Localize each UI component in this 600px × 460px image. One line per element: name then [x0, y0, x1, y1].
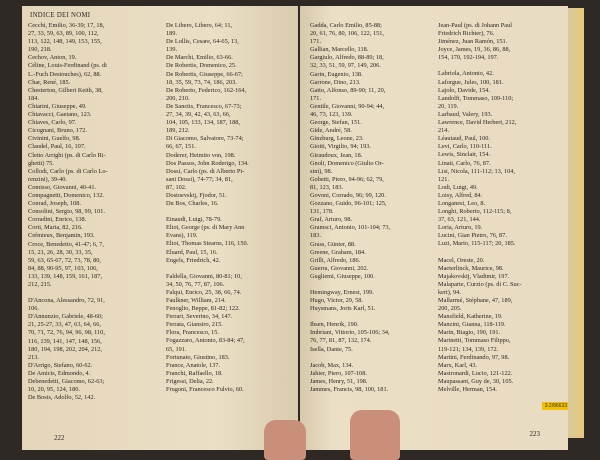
index-line: Fenoglio, Beppe, 81-82; 122. — [166, 305, 240, 313]
page-number-right: 223 — [529, 430, 540, 438]
index-line: Cletto Arrighi (ps. di Carlo Ri- — [28, 151, 106, 159]
section-gap — [28, 289, 158, 297]
index-line: 70, 71, 72, 76, 94, 96, 98, 110, — [28, 329, 105, 337]
section-gap — [166, 208, 294, 216]
index-line: 104, 105, 133, 134, 187, 188, — [166, 119, 240, 127]
index-line: De Roberto, Federico, 162-164, — [166, 86, 247, 94]
index-line: 10, 20, 95, 124, 180. — [28, 386, 80, 394]
index-line: Gatto, Alfonso, 89-90; 11, 20, — [310, 86, 386, 94]
index-line: 214. — [438, 127, 450, 135]
index-line: Longanesi, Leo, 8. — [438, 199, 486, 207]
index-line: 189, 212. — [166, 127, 190, 135]
section-gap — [438, 62, 564, 70]
index-line: Du Bos, Charles, 16. — [166, 200, 219, 208]
index-line: 183. — [310, 232, 322, 240]
page-number-left: 222 — [54, 434, 65, 442]
index-line: Char, René, 185. — [28, 78, 71, 86]
index-line: Jean-Paul (ps. di Johann Paul — [438, 22, 512, 29]
index-line: L.-Fuch Destouches), 62, 88. — [28, 70, 102, 78]
index-line: Grilli, Alfredo, 186. — [310, 256, 361, 264]
index-line: Corradini, Enrico, 138. — [28, 216, 87, 224]
index-line: Frugoni, Francesco Fulvio, 60. — [166, 386, 244, 394]
index-line: De Robertis, Domenico, 25. — [166, 62, 237, 70]
section-gap — [310, 354, 434, 362]
index-line: Ferrari, Severino, 34, 147. — [166, 313, 233, 321]
index-line: Hemingway, Ernest, 199. — [310, 289, 374, 296]
index-line: Gallian, Marcello, 118. — [310, 46, 369, 54]
index-line: Grass, Günter, 88. — [310, 240, 356, 248]
index-line: Falqui, Enrico, 25, 38, 66, 74. — [166, 288, 242, 296]
index-line: sani Dossi), 74-77; 34, 81, — [166, 175, 233, 183]
section-gap — [166, 265, 294, 273]
index-line: Franchi, Raffaello, 18. — [166, 369, 223, 377]
index-line: Cicognani, Bruno, 172. — [28, 127, 87, 135]
index-line: Fogazzaro, Antonio, 83-84; 47, — [166, 337, 245, 345]
index-line: Evans), 119. — [166, 232, 198, 240]
index-line: Lawrence, David Herbert, 212, — [438, 119, 517, 127]
index-line: 171. — [310, 94, 322, 102]
index-line: 213. — [28, 353, 40, 361]
index-line: Fortunato, Giustino, 183. — [166, 353, 230, 361]
index-column-right-1 — [310, 22, 434, 394]
index-line: Landolfi, Tommaso, 109-110; — [438, 94, 514, 102]
index-line: Labriola, Antonio, 42. — [438, 70, 494, 78]
index-line: Consolini, Sergio, 98, 99, 101. — [28, 208, 106, 216]
index-line: Conrad, Joseph, 108. — [28, 200, 81, 208]
index-line: Melville, Herman, 154. — [438, 386, 497, 394]
index-line: Marx, Karl, 43. — [438, 361, 477, 369]
library-sticker: 3.2/86633 — [542, 402, 568, 410]
index-line: Céline, Louis-Ferdinand (ps. di — [28, 62, 107, 70]
index-line: Collodi, Carlo (ps. di Carlo Lo- — [28, 167, 108, 175]
index-line: Maupassant, Guy de, 30, 105. — [438, 377, 514, 385]
right-page — [300, 6, 568, 450]
index-line: 212, 215. — [28, 281, 52, 288]
index-line: Croce, Benedetto, 41-47; 6, 7, — [28, 240, 104, 248]
index-line: Luzi, Mario, 115-117; 20, 185. — [438, 240, 516, 248]
index-line: 65, 191. — [166, 345, 187, 353]
index-line: 76, 77, 81, 87, 132, 174. — [310, 337, 372, 345]
index-line: Majakovskij, Vladimir, 197. — [438, 272, 510, 280]
index-column-right-2 — [438, 22, 564, 394]
index-line: 184. — [28, 94, 40, 102]
index-line: Marin, Biagio, 190, 191. — [438, 329, 501, 337]
index-line: Levi, Carlo, 110-111. — [438, 143, 492, 151]
index-line: Guerra, Giovanni, 202. — [310, 264, 369, 272]
index-line: 59, 63, 65-67, 72, 73, 78, 80, — [28, 256, 101, 264]
index-line: 139. — [166, 46, 178, 54]
index-column-left-2 — [166, 22, 294, 394]
index-line: Chiavacci, Gaetano, 123. — [28, 111, 92, 119]
index-line: Mastronardi, Lucio, 121-122. — [438, 369, 513, 377]
index-line: ghetti) 75. — [28, 159, 54, 167]
index-line: 84, 88, 90-95, 97, 103, 106, — [28, 264, 98, 272]
index-line: Gnoli, Domenico (Giulio Or- — [310, 159, 384, 167]
index-line: kert), 94. — [438, 288, 461, 296]
index-line: 190, 218. — [28, 46, 52, 54]
index-line: 66, 67, 151. — [166, 143, 196, 151]
index-line: 106. — [28, 305, 40, 313]
index-line: Doderer, Heimito von, 198. — [166, 151, 236, 159]
index-line: De Bosis, Adolfo, 52, 142. — [28, 394, 96, 402]
index-line: Chesterton, Gilbert Keith, 38, — [28, 86, 103, 94]
index-line: Lisi, Nicola, 111-112; 13, 104, — [438, 167, 515, 175]
index-line: Crémieux, Benjamin, 193. — [28, 232, 95, 240]
index-line: Friedrich Richter), 76. — [438, 30, 495, 38]
index-line: Gentile, Giovanni, 90-94; 44, — [310, 102, 385, 110]
index-line: Gugliemi, Giuseppe, 100. — [310, 272, 375, 280]
index-line: De Sanctis, Francesco, 67-73; — [166, 102, 242, 110]
section-gap — [438, 249, 564, 257]
index-line: Corti, Maria, 82, 216. — [28, 224, 83, 232]
index-line: Ibsen, Henrik, 190. — [310, 321, 359, 329]
index-line: Larbaud, Valery, 193. — [438, 110, 493, 118]
index-line: Greene, Graham, 184. — [310, 248, 366, 256]
index-line: Jammes, Francis, 98, 100, 181. — [310, 385, 389, 393]
index-line: 20, 61, 76, 80, 106, 122, 151, — [310, 30, 384, 38]
thumb-right — [350, 410, 400, 460]
index-line: Lajolo, Davide, 154. — [438, 86, 490, 94]
running-header: INDICE DEI NOMI — [30, 12, 91, 19]
index-line: Frigessi, Delia, 22. — [166, 377, 214, 385]
index-line: Dos Passos, John Roderigo, 134. — [166, 159, 249, 167]
index-line: Di Giacomo, Salvatore, 73-74; — [166, 135, 244, 143]
index-line: 81, 123, 183. — [310, 183, 344, 191]
index-line: Govoni, Corrado, 96; 99, 120. — [310, 191, 386, 199]
index-line: Longhi, Roberto, 112-115; 8, — [438, 208, 512, 216]
index-line: 180, 194, 198, 202, 204, 212, — [28, 345, 102, 353]
index-line: Einaudi, Luigi, 78-79. — [166, 216, 222, 224]
index-line: Mallarmé, Stéphane, 47, 189, — [438, 297, 513, 304]
index-line: Gadda, Carlo Emilio, 85-88; — [310, 22, 382, 29]
index-line: Eliot, George (ps. di Mary Ann — [166, 224, 245, 232]
index-line: Gozzano, Guido, 96-101; 125, — [310, 200, 387, 208]
index-line: Engels, Friedrich, 42. — [166, 256, 221, 264]
index-line: George, Stefan, 151. — [310, 119, 362, 127]
index-line: Giotti, Virgilio, 94; 193. — [310, 143, 371, 151]
index-line: Lodi, Luigi, 49. — [438, 183, 478, 191]
index-line: 46, 73, 123, 139. — [310, 111, 353, 119]
index-line: 21, 25-27, 33, 47, 63, 64, 66, — [28, 321, 101, 329]
index-line: Jacob, Max, 134. — [310, 361, 354, 369]
index-line: Graf, Arturo, 98. — [310, 216, 353, 224]
index-line: De Libero, Libero, 64; 11, — [166, 22, 233, 29]
index-line: 154, 170, 192-194, 197. — [438, 54, 499, 62]
index-line: 113, 122, 148, 149, 153, 155, — [28, 38, 102, 46]
index-line: 27, 34, 39, 42, 43, 63, 66, — [166, 111, 231, 119]
index-line: Giraudoux, Jean, 18. — [310, 151, 363, 159]
index-line: Dossi, Carlo (ps. di Alberto Pi- — [166, 167, 245, 175]
index-line: Marinetti, Tommaso Filippo, — [438, 337, 511, 345]
index-line: France, Anatole, 137. — [166, 361, 221, 369]
index-line: 189. — [166, 30, 178, 38]
index-line: Léautaud, Paul, 100. — [438, 135, 490, 143]
index-line: 15, 21, 26, 28, 30, 33, 35, — [28, 248, 93, 256]
index-line: 34, 50, 76, 77, 87, 106. — [166, 280, 225, 288]
index-line: 27, 33, 59, 63, 89, 100, 112, — [28, 30, 99, 38]
index-line: Chiarini, Giuseppe, 49. — [28, 102, 87, 110]
index-line: D'Ancona, Alessandro, 72, 91, — [28, 297, 105, 305]
index-line: sini), 98. — [310, 167, 333, 175]
index-column-left-1 — [28, 22, 158, 402]
index-line: Loria, Arturo, 19. — [438, 224, 483, 232]
index-line: Martini, Ferdinando, 97, 98. — [438, 353, 510, 361]
index-line: Maeterlinck, Maurice, 98. — [438, 264, 504, 272]
index-line: 171. — [310, 38, 322, 46]
index-line: De Amicis, Edmondo, 4. — [28, 369, 91, 377]
index-line: Jahier, Piero, 107-108. — [310, 369, 367, 377]
index-line: 87, 102. — [166, 183, 187, 191]
index-line: Flora, Francesco, 15. — [166, 329, 219, 337]
index-line: Comisso, Giovanni, 40-41. — [28, 183, 97, 191]
index-line: Manzini, Gianna, 118-119. — [438, 321, 506, 329]
index-line: 32, 33, 51, 59, 97, 149, 206. — [310, 62, 381, 70]
section-gap — [310, 313, 434, 321]
index-line: 133, 139, 148, 159, 161, 187, — [28, 272, 102, 280]
index-line: 121. — [438, 175, 450, 183]
index-line: Faulkner, William, 214. — [166, 297, 226, 304]
index-line: Cecchi, Emilio, 36-39; 17, 18, — [28, 22, 105, 29]
index-line: Lewis, Sinclair, 154. — [438, 151, 491, 159]
index-line: Garrone, Dino, 213. — [310, 78, 361, 86]
index-line: Garin, Eugenio, 138. — [310, 70, 363, 78]
index-line: Claudel, Paul, 16, 107. — [28, 143, 86, 151]
index-line: Laforgue, Jules, 100, 181. — [438, 78, 504, 86]
section-gap — [310, 281, 434, 289]
index-line: Hugo, Victor, 29, 58. — [310, 297, 363, 305]
index-line: 200, 205. — [438, 305, 462, 313]
index-line: Gide, André, 58. — [310, 127, 352, 135]
index-line: 20, 119. — [438, 102, 459, 110]
thumb-left — [264, 420, 306, 460]
index-line: De Marchi, Emilio, 63-66. — [166, 54, 233, 62]
index-line: Mansfield, Katherine, 19. — [438, 313, 503, 321]
index-line: 18, 35, 59, 73, 74, 186, 203. — [166, 78, 237, 86]
index-line: Imbriani, Vittorio, 105-106; 34, — [310, 329, 390, 337]
index-line: 200, 210. — [166, 94, 190, 102]
index-line: Gramsci, Antonio, 101-104; 73, — [310, 224, 391, 232]
book-page-edge — [568, 8, 584, 438]
index-line: De Lollis, Cesare, 64-65, 13, — [166, 38, 239, 46]
index-line: Civinini, Guelfo, 98. — [28, 135, 81, 143]
index-line: Ginzburg, Leone, 23. — [310, 135, 364, 143]
index-line: Eluard, Paul, 15, 16. — [166, 248, 218, 256]
index-line: Joyce, James, 19, 36, 86, 88, — [438, 46, 511, 54]
index-line: D'Arrigo, Stefano, 60-62. — [28, 361, 93, 369]
index-line: Lucini, Gian Pietro, 76, 87. — [438, 232, 507, 240]
index-line: Chiaves, Carlo, 97. — [28, 119, 77, 127]
index-line: Faldella, Giovanni, 80-81; 10, — [166, 272, 242, 280]
index-line: Jiménez, Juan Ramón, 151. — [438, 38, 508, 46]
index-line: Dostoevskij, Fjodor, 51. — [166, 191, 227, 199]
index-line: 116, 139, 141, 147, 148, 156, — [28, 337, 102, 345]
index-line: Macel, Oreste, 20. — [438, 256, 485, 264]
index-line: 119-121; 134, 139, 172. — [438, 345, 499, 353]
index-line: Cechov, Anton, 19. — [28, 54, 77, 62]
index-line: Gobetti, Piero, 94-96; 62, 79, — [310, 175, 384, 183]
index-line: Compagnetti, Domenico, 132. — [28, 191, 105, 199]
index-line: Debenedetti, Giacomo, 62-63; — [28, 378, 105, 386]
index-line: Eliot, Thomas Stearns, 116, 150. — [166, 240, 249, 248]
index-line: Malaparte, Curzio (ps. di C. Suc- — [438, 280, 522, 288]
index-line: Gargiulo, Alfredo, 88-89; 18, — [310, 54, 384, 62]
index-line: James, Henry, 51, 198. — [310, 377, 368, 385]
index-line: 131, 178. — [310, 208, 334, 216]
index-line: D'Annunzio, Gabriele, 48-60; — [28, 313, 103, 321]
index-line: Isella, Dante, 75. — [310, 345, 353, 353]
index-line: Linati, Carlo, 76, 87. — [438, 159, 491, 167]
index-line: renzini), 39-40. — [28, 175, 67, 183]
index-line: 37, 63, 121, 144. — [438, 216, 481, 224]
index-line: Huysmans, Joris Karl, 51. — [310, 305, 376, 313]
index-line: De Robertis, Giuseppe, 66-67; — [166, 70, 243, 78]
index-line: Loisy, Alfred, 84. — [438, 191, 483, 199]
index-line: Ferrata, Giansiro, 215. — [166, 321, 223, 329]
left-page — [22, 6, 298, 450]
